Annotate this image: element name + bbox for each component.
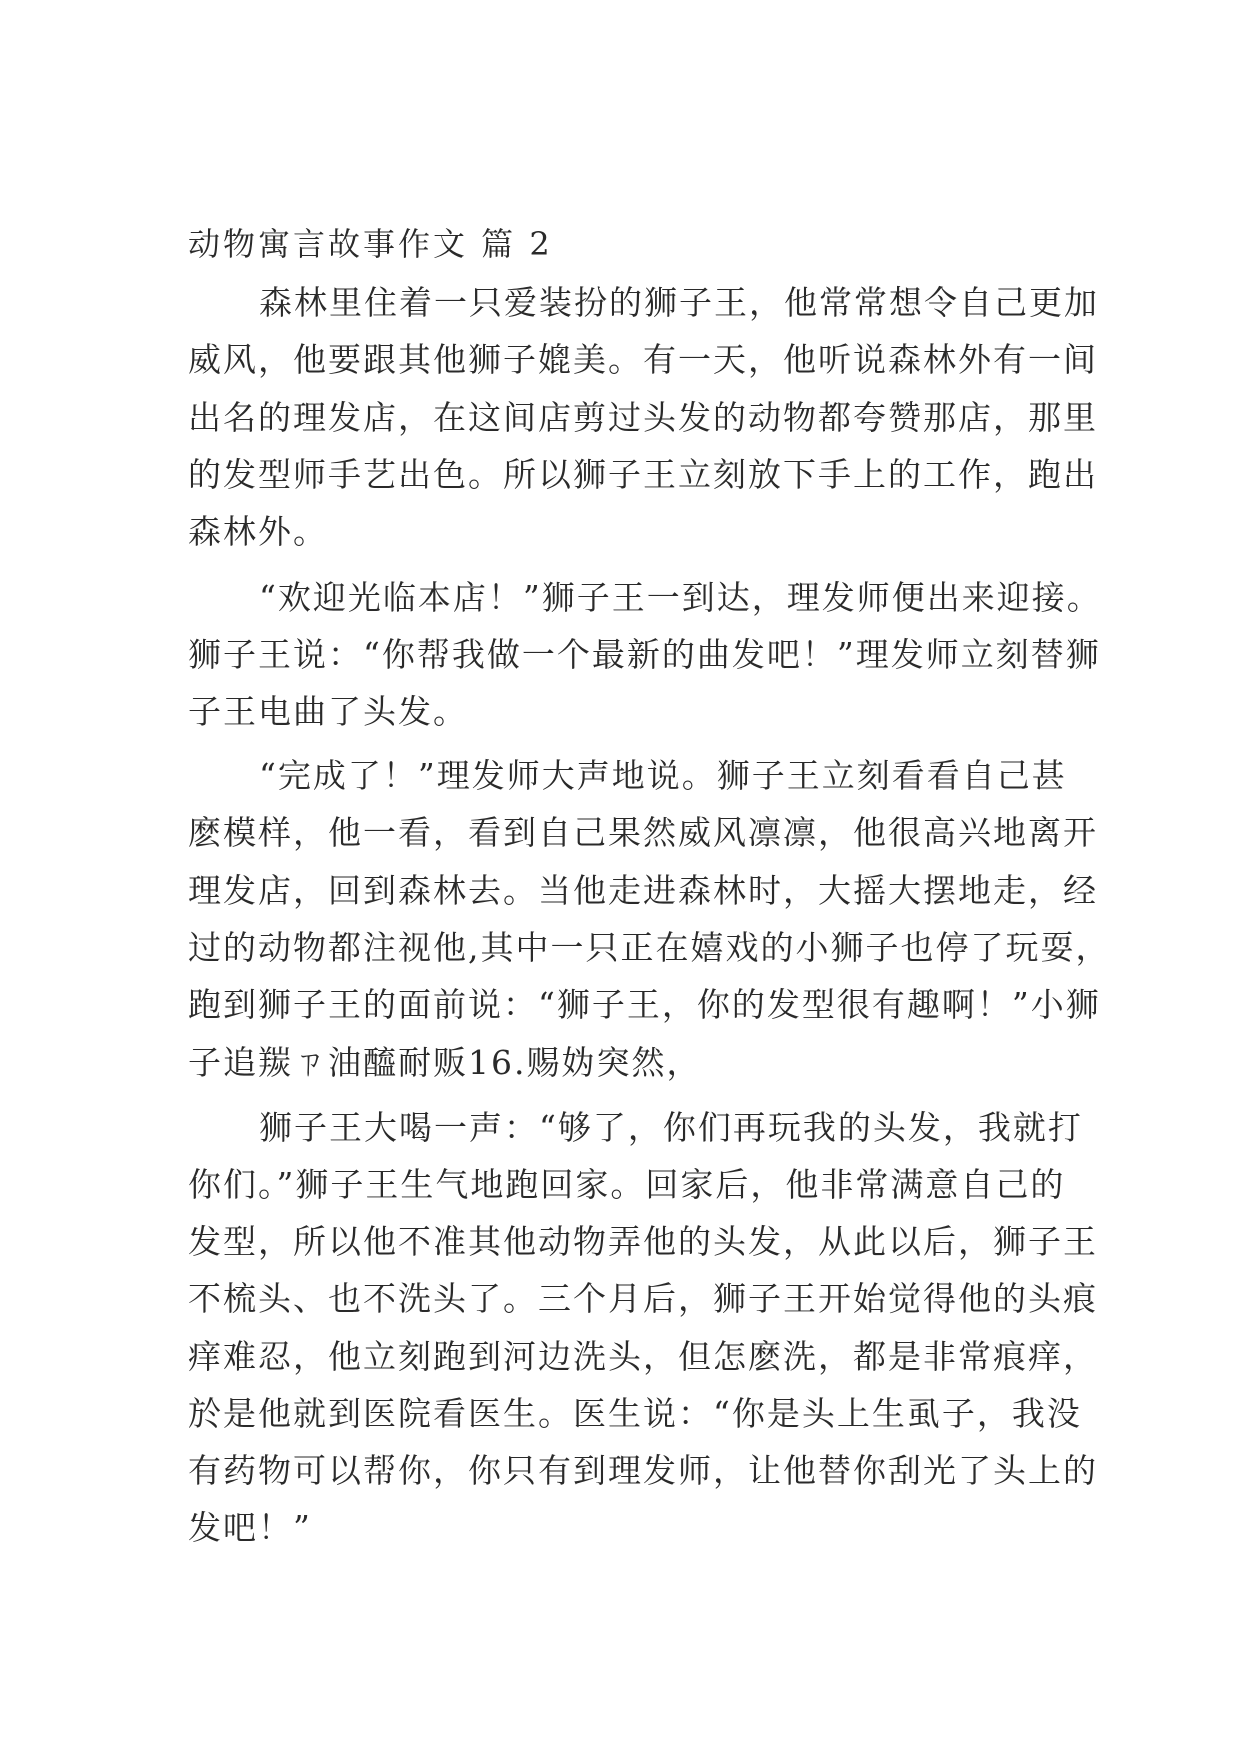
paragraph-line: 於是他就到医院看医生。医生说：“你是头上生虱子，我没 — [188, 1394, 1082, 1433]
paragraph-line: 过的动物都注视他,其中一只正在嬉戏的小狮子也停了玩耍， — [188, 928, 1111, 967]
paragraph-line: 的发型师手艺出色。所以狮子王立刻放下手上的工作，跑出 — [188, 455, 1098, 494]
paragraph-line: 出名的理发店，在这间店剪过头发的动物都夸赞那店，那里 — [188, 398, 1098, 437]
paragraph-line: 跑到狮子王的面前说：“狮子王，你的发型很有趣啊！”小狮 — [188, 985, 1101, 1024]
paragraph-line: 发型，所以他不准其他动物弄他的头发，从此以后，狮子王 — [188, 1222, 1098, 1261]
paragraph-line: 狮子王说：“你帮我做一个最新的曲发吧！”理发师立刻替狮 — [188, 635, 1101, 674]
document-title: 动物寓言故事作文 篇 2 — [188, 225, 553, 263]
paragraph-line: “欢迎光临本店！”狮子王一到达，理发师便出来迎接。 — [259, 578, 1102, 617]
paragraph-line: 有药物可以帮你，你只有到理发师，让他替你刮光了头上的 — [188, 1451, 1098, 1490]
paragraph-line: 森林里住着一只爱装扮的狮子王，他常常想令自己更加 — [259, 283, 1099, 322]
paragraph-line: 森林外。 — [188, 512, 328, 551]
paragraph-line: “完成了！”理发师大声地说。狮子王立刻看看自己甚 — [259, 756, 1067, 795]
paragraph-line: 子追羰ㄗ油醯耐贩16.赐妫突然， — [188, 1043, 702, 1082]
paragraph-line: 不梳头、也不洗头了。三个月后，狮子王开始觉得他的头痕 — [188, 1279, 1098, 1318]
paragraph-line: 痒难忍，他立刻跑到河边洗头，但怎麽洗，都是非常痕痒， — [188, 1337, 1098, 1376]
paragraph-line: 狮子王大喝一声：“够了，你们再玩我的头发，我就打 — [259, 1108, 1083, 1147]
paragraph-line: 子王电曲了头发。 — [188, 692, 468, 731]
paragraph-line: 你们。”狮子王生气地跑回家。回家后，他非常满意自己的 — [188, 1165, 1066, 1204]
paragraph-line: 理发店，回到森林去。当他走进森林时，大摇大摆地走，经 — [188, 871, 1098, 910]
paragraph-line: 麽模样，他一看，看到自己果然威风凛凛，他很高兴地离开 — [188, 813, 1098, 852]
paragraph-line: 威风，他要跟其他狮子媲美。有一天，他听说森林外有一间 — [188, 340, 1098, 379]
paragraph-line: 发吧！” — [188, 1508, 312, 1547]
